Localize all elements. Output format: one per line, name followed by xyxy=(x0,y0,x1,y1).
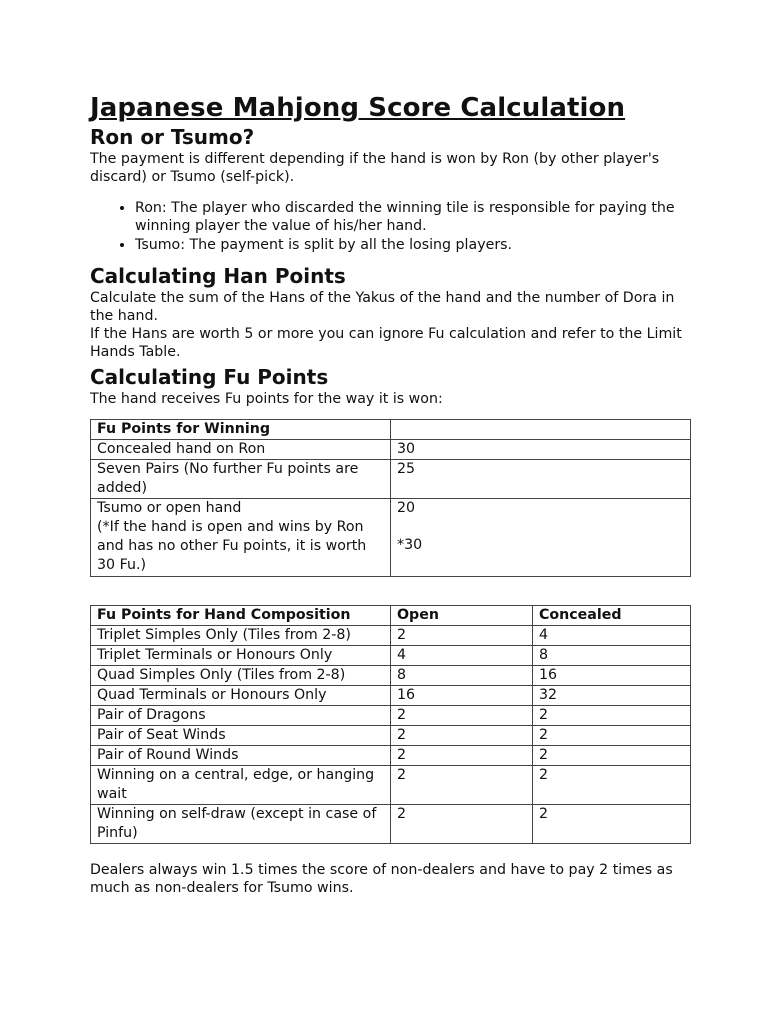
table-cell-concealed: 2 xyxy=(533,746,691,766)
table-cell-concealed: 2 xyxy=(533,726,691,746)
tsumo-note-line: (*If the hand is open and wins by Ron and has no other Fu points, it is worth 30 Fu.) xyxy=(97,519,367,573)
table-cell-concealed: 16 xyxy=(533,666,691,686)
table-cell-label xyxy=(91,499,391,577)
tsumo-value: 20 xyxy=(397,500,416,516)
table-header-cell: Open xyxy=(391,606,533,626)
table-header-cell: Fu Points for Hand Composition xyxy=(91,606,391,626)
bullet-tsumo: • Tsumo: The payment is split by all the losing players. xyxy=(135,236,690,254)
fu-intro: The hand receives Fu points for the way it is won: xyxy=(90,391,443,407)
table-row xyxy=(91,666,691,686)
table-row xyxy=(91,646,691,666)
section-heading-fu: Calculating Fu Points xyxy=(90,365,329,389)
table-cell-value xyxy=(391,499,691,577)
table-cell-label: Winning on a central, edge, or hanging wait xyxy=(91,766,391,805)
ron-tsumo-intro: The payment is different depending if the hand is won by Ron (by other player's discard) or Tsumo (self-pick). xyxy=(90,151,660,185)
table-cell-label: Concealed hand on Ron xyxy=(91,440,391,460)
ron-tsumo-list xyxy=(90,199,690,254)
section-heading-han: Calculating Han Points xyxy=(90,264,346,288)
table-cell-concealed: 2 xyxy=(533,766,691,805)
table-row xyxy=(91,706,691,726)
table-cell-concealed: 32 xyxy=(533,686,691,706)
table-cell-open: 16 xyxy=(391,686,533,706)
table-row xyxy=(91,766,691,805)
table-row xyxy=(91,626,691,646)
table-header-cell-empty xyxy=(391,420,691,440)
table-cell-open: 2 xyxy=(391,746,533,766)
document-content xyxy=(90,92,690,897)
table-cell-open: 2 xyxy=(391,706,533,726)
table-cell-concealed: 2 xyxy=(533,805,691,844)
han-paragraph-2: If the Hans are worth 5 or more you can ignore Fu calculation and refer to the Limit Hands Table. xyxy=(90,326,682,360)
table-cell-label: Seven Pairs (No further Fu points are added) xyxy=(91,460,391,499)
table-cell-concealed: 2 xyxy=(533,706,691,726)
table-cell-open: 2 xyxy=(391,805,533,844)
table-cell-concealed: 4 xyxy=(533,626,691,646)
table-row xyxy=(91,440,691,460)
table-cell-value: 30 xyxy=(391,440,691,460)
closing-paragraph: Dealers always win 1.5 times the score of non-dealers and have to pay 2 times as much as non-dealers for Tsumo wins. xyxy=(90,862,673,896)
table-header-row xyxy=(91,420,691,440)
spacer xyxy=(397,518,684,536)
table-row xyxy=(91,805,691,844)
table-cell-label: Quad Simples Only (Tiles from 2-8) xyxy=(91,666,391,686)
han-paragraph-1: Calculate the sum of the Hans of the Yakus of the hand and the number of Dora in the hand. xyxy=(90,290,675,324)
table-cell-open: 2 xyxy=(391,766,533,805)
table-header-row xyxy=(91,606,691,626)
table-row xyxy=(91,686,691,706)
table-row xyxy=(91,460,691,499)
table-cell-concealed: 8 xyxy=(533,646,691,666)
table-cell-open: 8 xyxy=(391,666,533,686)
table-header-cell: Concealed xyxy=(533,606,691,626)
table-cell-label: Pair of Seat Winds xyxy=(91,726,391,746)
table-cell-label: Winning on self-draw (except in case of Pinfu) xyxy=(91,805,391,844)
table-cell-label: Pair of Round Winds xyxy=(91,746,391,766)
table-cell-open: 4 xyxy=(391,646,533,666)
table-cell-open: 2 xyxy=(391,726,533,746)
table-header-cell: Fu Points for Winning xyxy=(91,420,391,440)
bullet-ron: • Ron: The player who discarded the winning tile is responsible for paying the winning player the value of his/her hand. xyxy=(135,199,690,235)
table-cell-label: Quad Terminals or Honours Only xyxy=(91,686,391,706)
table-row xyxy=(91,726,691,746)
table-cell-value: 25 xyxy=(391,460,691,499)
table-row xyxy=(91,499,691,577)
table-cell-open: 2 xyxy=(391,626,533,646)
fu-composition-table xyxy=(90,605,691,844)
fu-winning-table xyxy=(90,419,691,577)
table-cell-label: Pair of Dragons xyxy=(91,706,391,726)
table-row xyxy=(91,746,691,766)
table-cell-label: Triplet Terminals or Honours Only xyxy=(91,646,391,666)
tsumo-value-note: *30 xyxy=(397,537,423,553)
page-title: Japanese Mahjong Score Calculation xyxy=(90,93,626,123)
section-heading-ron-tsumo: Ron or Tsumo? xyxy=(90,125,255,149)
table-cell-label: Triplet Simples Only (Tiles from 2-8) xyxy=(91,626,391,646)
tsumo-label-line: Tsumo or open hand xyxy=(97,500,242,516)
